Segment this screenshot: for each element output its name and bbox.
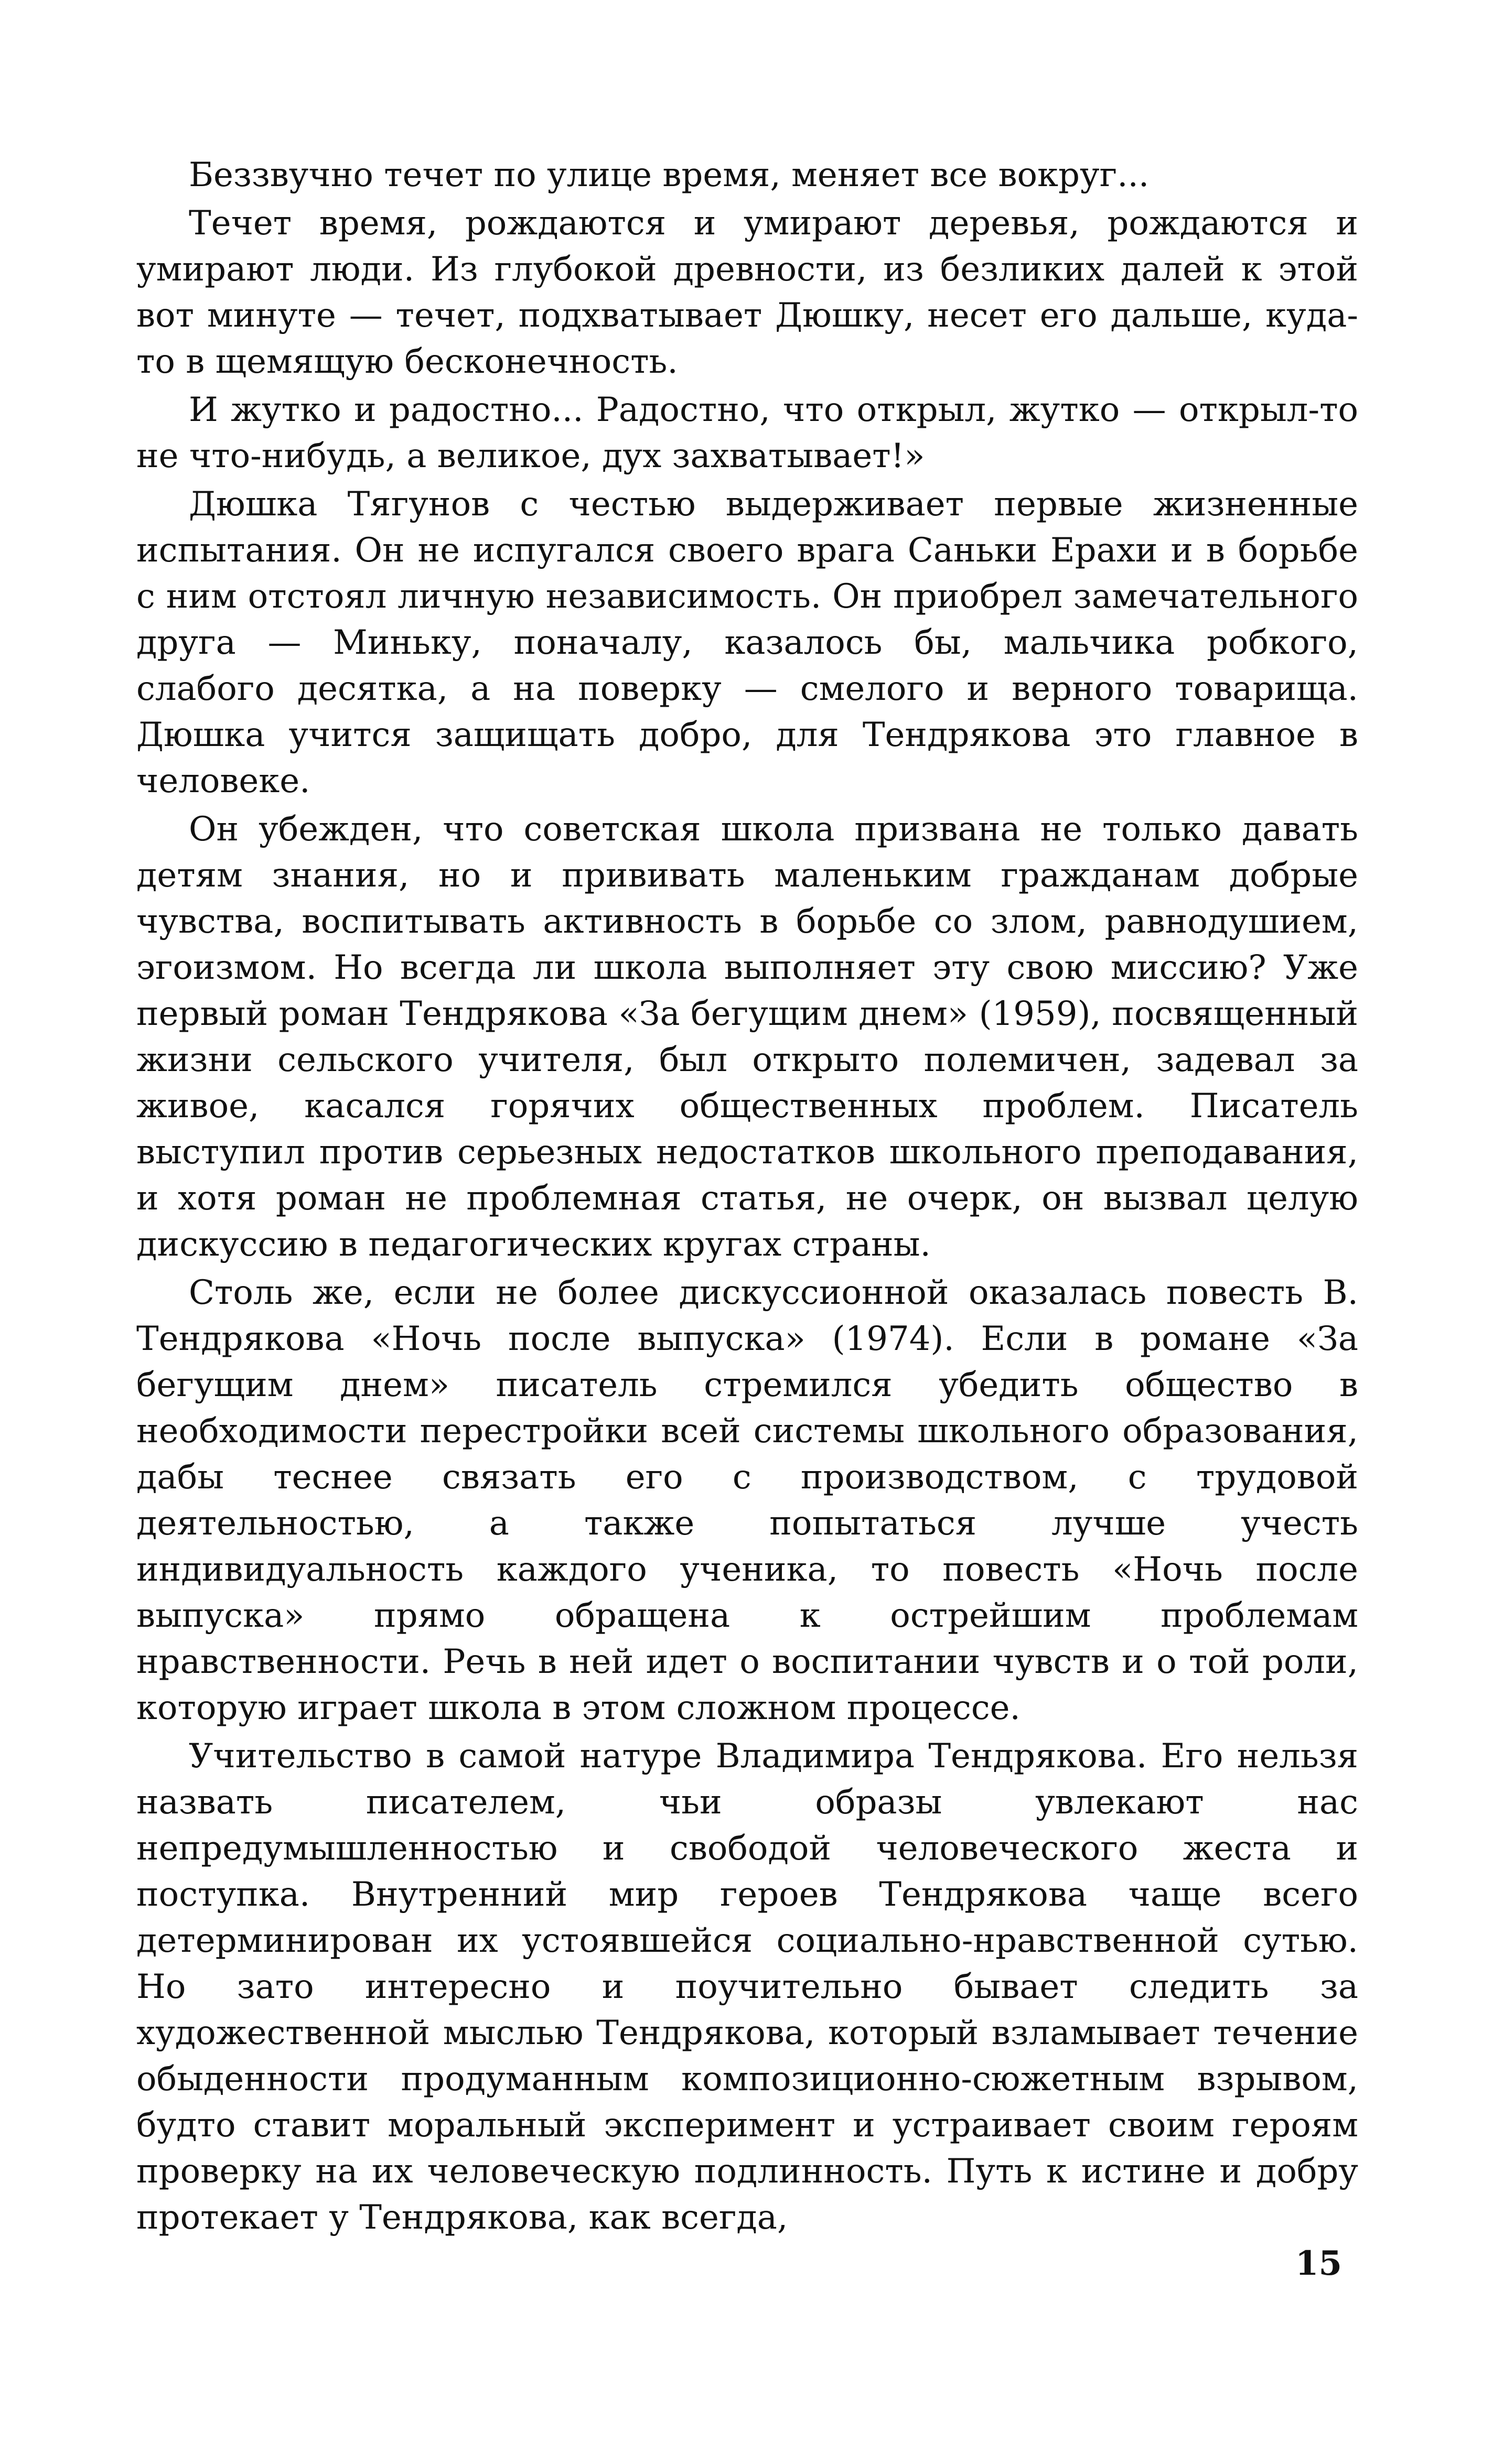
- paragraph-5: Он убежден, что советская школа призвана не только давать детям знания, но и прививать маленьким гражданам добрые чувства, воспитывать активность в борьбе со злом, равнодушием, эгоизмом. Но всегда ли школа выполняет эту свою миссию? Уже первый роман Тендрякова «За бегущим днем» (1959), посвященный жизни сельского учителя, был открыто полемичен, задевал за живое, касался горячих общественных проблем. Писатель выступил против серьезных недостатков школьного преподавания, и хотя роман не проблемная статья, не очерк, он вызвал целую дискуссию в педагогических кругах страны.: [136, 810, 1358, 1264]
- paragraph-7: Учительство в самой натуре Владимира Тендрякова. Его нельзя назвать писателем, чьи образы увлекают нас непредумышленностью и свободой человеческого жеста и поступка. Внутренний мир героев Тендрякова чаще всего детерминирован их устоявшейся социально-нравственной сутью. Но зато интересно и поучительно бывает следить за художественной мыслью Тендрякова, который взламывает течение обыденности продуманным композиционно-сюжетным взрывом, будто ставит моральный эксперимент и устраивает своим героям проверку на их человеческую подлинность. Путь к истине и добру протекает у Тендрякова, как всегда,: [136, 1737, 1358, 2237]
- paragraph-6: Столь же, если не более дискуссионной оказалась повесть В. Тендрякова «Ночь после выпуска» (1974). Если в романе «За бегущим днем» писатель стремился убедить общество в необходимости перестройки всей системы школьного образования, дабы теснее связать его с производством, с трудовой деятельностью, а также попытаться лучше учесть индивидуальность каждого ученика, то повесть «Ночь после выпуска» прямо обращена к острейшим проблемам нравственности. Речь в ней идет о воспитании чувств и о той роли, которую играет школа в этом сложном процессе.: [136, 1273, 1358, 1727]
- paragraph-2: Течет время, рождаются и умирают деревья, рождаются и умирают люди. Из глубокой древности, из безликих далей к этой вот минуте — течет, подхватывает Дюшку, несет его дальше, куда-то в щемящую бесконечность.: [136, 204, 1358, 381]
- body-text: [136, 152, 1358, 2243]
- paragraph-1: Беззвучно течет по улице время, меняет все вокруг...: [189, 156, 1150, 194]
- page-number: 15: [1295, 2244, 1342, 2283]
- paragraph-3: И жутко и радостно... Радостно, что открыл, жутко — открыл-то не что-нибудь, а великое, дух захватывает!»: [136, 391, 1358, 475]
- paragraph-4: Дюшка Тягунов с честью выдерживает первые жизненные испытания. Он не испугался своего врага Саньки Ерахи и в борьбе с ним отстоял личную независимость. Он приобрел замечательного друга — Миньку, поначалу, казалось бы, мальчика робкого, слабого десятка, а на поверку — смелого и верного товарища. Дюшка учится защищать добро, для Тендрякова это главное в человеке.: [136, 485, 1358, 801]
